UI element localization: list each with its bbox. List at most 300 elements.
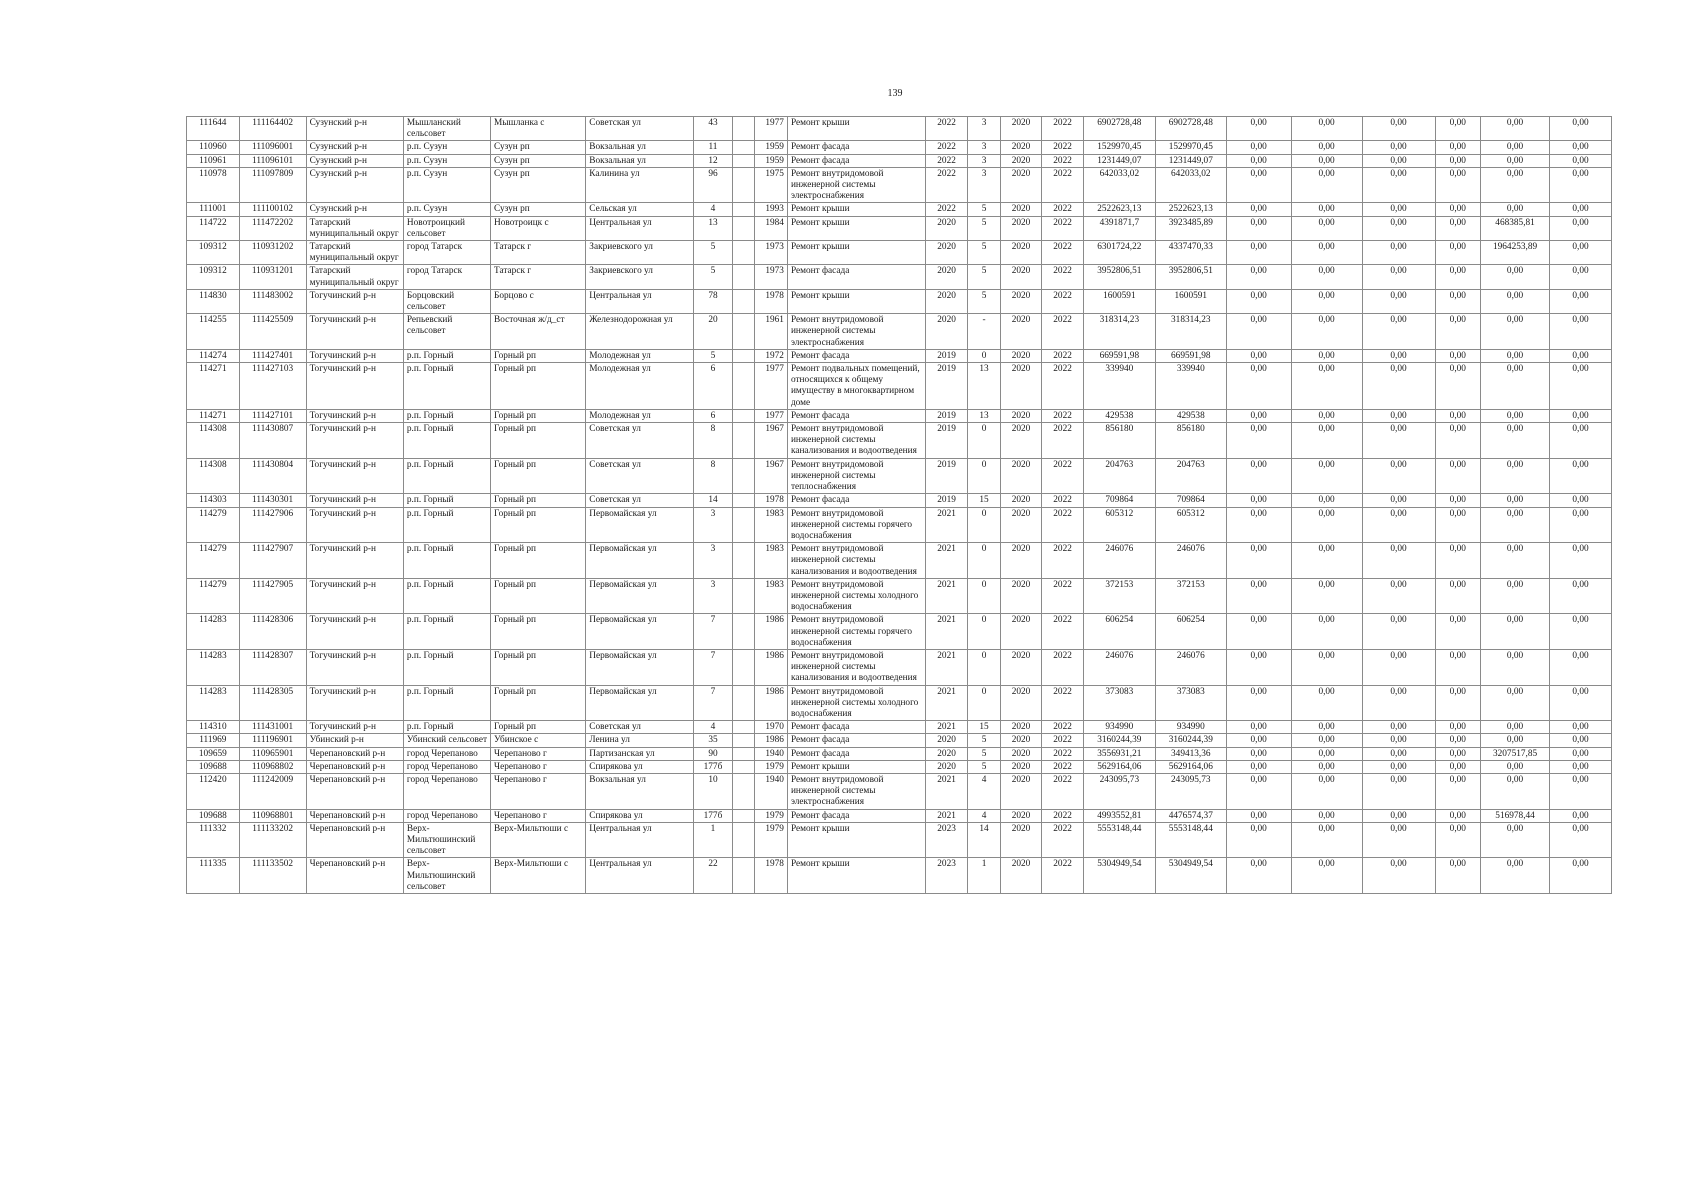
- cell-work-type: Ремонт фасада: [787, 265, 925, 289]
- cell-building: [733, 543, 754, 579]
- cell-col-17: 0,00: [1226, 167, 1291, 203]
- cell-settlement: Горный рп: [491, 507, 586, 543]
- cell-total-cost: 669591,98: [1083, 349, 1155, 362]
- cell-house-number: 3: [693, 543, 733, 579]
- cell-work-type: Ремонт фасада: [787, 494, 925, 507]
- cell-house-id: 114283: [187, 685, 240, 721]
- cell-col-19: 0,00: [1362, 578, 1435, 614]
- table-row: [187, 822, 1612, 858]
- cell-work-type: Ремонт фасада: [787, 349, 925, 362]
- cell-col-20: 0,00: [1435, 858, 1481, 894]
- cell-col-22: 0,00: [1550, 349, 1612, 362]
- cell-col-18: 0,00: [1291, 734, 1362, 747]
- cell-col-19: 0,00: [1362, 458, 1435, 494]
- cell-object-id: 111430804: [239, 458, 306, 494]
- cell-col-21: 0,00: [1481, 423, 1550, 459]
- cell-col-17: 0,00: [1226, 614, 1291, 650]
- cell-col-17: 0,00: [1226, 494, 1291, 507]
- cell-house-number: 7: [693, 614, 733, 650]
- cell-col-17: 0,00: [1226, 507, 1291, 543]
- cell-work-type: Ремонт крыши: [787, 822, 925, 858]
- table-row: [187, 809, 1612, 822]
- cell-col-21: 1964253,89: [1481, 241, 1550, 265]
- cell-plan-year: 2019: [925, 363, 968, 410]
- cell-district: Тогучинский р-н: [306, 685, 403, 721]
- cell-street: Закриевского ул: [586, 265, 693, 289]
- cell-work-type: Ремонт внутридомовой инженерной системы канализования и водоотведения: [787, 649, 925, 685]
- cell-object-id: 111242009: [239, 773, 306, 809]
- cell-total-cost: 339940: [1083, 363, 1155, 410]
- cell-total-cost: 3160244,39: [1083, 734, 1155, 747]
- cell-house-number: 4: [693, 203, 733, 216]
- cell-municipality: р.п. Горный: [403, 423, 490, 459]
- cell-col-19: 0,00: [1362, 167, 1435, 203]
- cell-col-17: 0,00: [1226, 423, 1291, 459]
- cell-fund-cost: 5629164,06: [1155, 760, 1226, 773]
- cell-col-19: 0,00: [1362, 349, 1435, 362]
- cell-house-number: 4: [693, 721, 733, 734]
- cell-total-cost: 934990: [1083, 721, 1155, 734]
- cell-house-number: 13: [693, 216, 733, 240]
- cell-street: Центральная ул: [586, 216, 693, 240]
- cell-col-18: 0,00: [1291, 216, 1362, 240]
- cell-end-year: 2022: [1042, 685, 1084, 721]
- cell-house-number: 7: [693, 649, 733, 685]
- cell-end-year: 2022: [1042, 167, 1084, 203]
- cell-col-21: 0,00: [1481, 494, 1550, 507]
- cell-total-cost: 1529970,45: [1083, 141, 1155, 154]
- cell-col-20: 0,00: [1435, 141, 1481, 154]
- cell-year-built: 1973: [754, 265, 787, 289]
- cell-house-id: 109688: [187, 809, 240, 822]
- cell-street: Первомайская ул: [586, 507, 693, 543]
- cell-col-19: 0,00: [1362, 423, 1435, 459]
- cell-settlement: Новотроицк с: [491, 216, 586, 240]
- cell-plan-year: 2022: [925, 167, 968, 203]
- cell-building: [733, 349, 754, 362]
- cell-plan-year: 2021: [925, 721, 968, 734]
- cell-street: Ленина ул: [586, 734, 693, 747]
- cell-municipality: Убинский сельсовет: [403, 734, 490, 747]
- cell-fund-cost: 642033,02: [1155, 167, 1226, 203]
- cell-municipality: город Черепаново: [403, 760, 490, 773]
- cell-start-year: 2020: [1000, 216, 1042, 240]
- cell-work-type: Ремонт фасада: [787, 154, 925, 167]
- cell-floors: 14: [968, 822, 1000, 858]
- cell-total-cost: 5629164,06: [1083, 760, 1155, 773]
- cell-floors: 1: [968, 858, 1000, 894]
- cell-col-21: 0,00: [1481, 773, 1550, 809]
- cell-house-id: 114283: [187, 614, 240, 650]
- cell-plan-year: 2020: [925, 241, 968, 265]
- cell-plan-year: 2019: [925, 494, 968, 507]
- cell-col-20: 0,00: [1435, 809, 1481, 822]
- cell-building: [733, 494, 754, 507]
- cell-district: Сузунский р-н: [306, 203, 403, 216]
- cell-fund-cost: 372153: [1155, 578, 1226, 614]
- cell-col-21: 0,00: [1481, 117, 1550, 141]
- cell-floors: 5: [968, 241, 1000, 265]
- cell-house-number: 6: [693, 363, 733, 410]
- cell-col-21: 0,00: [1481, 685, 1550, 721]
- cell-total-cost: 204763: [1083, 458, 1155, 494]
- cell-col-21: 516978,44: [1481, 809, 1550, 822]
- cell-col-19: 0,00: [1362, 494, 1435, 507]
- table-row: [187, 578, 1612, 614]
- cell-col-20: 0,00: [1435, 721, 1481, 734]
- cell-total-cost: 1600591: [1083, 289, 1155, 313]
- cell-end-year: 2022: [1042, 203, 1084, 216]
- cell-col-22: 0,00: [1550, 203, 1612, 216]
- cell-settlement: Горный рп: [491, 494, 586, 507]
- cell-fund-cost: 349413,36: [1155, 747, 1226, 760]
- cell-street: Молодежная ул: [586, 349, 693, 362]
- cell-col-17: 0,00: [1226, 747, 1291, 760]
- cell-floors: 3: [968, 117, 1000, 141]
- cell-col-19: 0,00: [1362, 265, 1435, 289]
- cell-start-year: 2020: [1000, 649, 1042, 685]
- cell-work-type: Ремонт внутридомовой инженерной системы холодного водоснабжения: [787, 685, 925, 721]
- cell-house-id: 114722: [187, 216, 240, 240]
- cell-fund-cost: 5304949,54: [1155, 858, 1226, 894]
- cell-year-built: 1970: [754, 721, 787, 734]
- cell-house-id: 111335: [187, 858, 240, 894]
- cell-floors: 0: [968, 543, 1000, 579]
- cell-end-year: 2022: [1042, 773, 1084, 809]
- cell-street: Закриевского ул: [586, 241, 693, 265]
- cell-house-id: 114255: [187, 314, 240, 350]
- cell-settlement: Горный рп: [491, 363, 586, 410]
- cell-street: Центральная ул: [586, 822, 693, 858]
- cell-building: [733, 649, 754, 685]
- cell-col-21: 0,00: [1481, 141, 1550, 154]
- cell-street: Молодежная ул: [586, 409, 693, 422]
- cell-col-21: 0,00: [1481, 314, 1550, 350]
- cell-start-year: 2020: [1000, 314, 1042, 350]
- table-row: [187, 154, 1612, 167]
- table-row: [187, 241, 1612, 265]
- cell-municipality: Новотроицкий сельсовет: [403, 216, 490, 240]
- cell-start-year: 2020: [1000, 721, 1042, 734]
- cell-col-17: 0,00: [1226, 349, 1291, 362]
- cell-house-number: 14: [693, 494, 733, 507]
- cell-municipality: р.п. Горный: [403, 578, 490, 614]
- cell-start-year: 2020: [1000, 349, 1042, 362]
- cell-fund-cost: 605312: [1155, 507, 1226, 543]
- table-row: [187, 265, 1612, 289]
- cell-col-18: 0,00: [1291, 747, 1362, 760]
- cell-house-id: 114279: [187, 543, 240, 579]
- cell-object-id: 111428307: [239, 649, 306, 685]
- cell-col-21: 0,00: [1481, 578, 1550, 614]
- cell-end-year: 2022: [1042, 858, 1084, 894]
- cell-end-year: 2022: [1042, 363, 1084, 410]
- cell-col-20: 0,00: [1435, 747, 1481, 760]
- cell-municipality: р.п. Сузун: [403, 167, 490, 203]
- cell-municipality: р.п. Горный: [403, 363, 490, 410]
- table-row: [187, 409, 1612, 422]
- cell-fund-cost: 709864: [1155, 494, 1226, 507]
- cell-col-21: 0,00: [1481, 265, 1550, 289]
- cell-total-cost: 3952806,51: [1083, 265, 1155, 289]
- table-row: [187, 760, 1612, 773]
- cell-start-year: 2020: [1000, 858, 1042, 894]
- cell-total-cost: 4993552,81: [1083, 809, 1155, 822]
- cell-district: Тогучинский р-н: [306, 649, 403, 685]
- cell-end-year: 2022: [1042, 423, 1084, 459]
- cell-total-cost: 5304949,54: [1083, 858, 1155, 894]
- capital-repair-table: [186, 116, 1612, 894]
- cell-col-18: 0,00: [1291, 721, 1362, 734]
- cell-building: [733, 409, 754, 422]
- cell-start-year: 2020: [1000, 773, 1042, 809]
- table-row: [187, 203, 1612, 216]
- cell-plan-year: 2020: [925, 314, 968, 350]
- cell-col-18: 0,00: [1291, 685, 1362, 721]
- cell-end-year: 2022: [1042, 649, 1084, 685]
- cell-plan-year: 2020: [925, 265, 968, 289]
- cell-col-22: 0,00: [1550, 458, 1612, 494]
- cell-house-number: 22: [693, 858, 733, 894]
- cell-end-year: 2022: [1042, 117, 1084, 141]
- cell-col-20: 0,00: [1435, 685, 1481, 721]
- cell-col-20: 0,00: [1435, 349, 1481, 362]
- cell-district: Татарский муниципальный округ: [306, 216, 403, 240]
- cell-total-cost: 318314,23: [1083, 314, 1155, 350]
- cell-end-year: 2022: [1042, 543, 1084, 579]
- cell-start-year: 2020: [1000, 154, 1042, 167]
- cell-start-year: 2020: [1000, 494, 1042, 507]
- cell-end-year: 2022: [1042, 747, 1084, 760]
- cell-total-cost: 6301724,22: [1083, 241, 1155, 265]
- cell-house-id: 109312: [187, 241, 240, 265]
- cell-district: Тогучинский р-н: [306, 423, 403, 459]
- cell-floors: 0: [968, 349, 1000, 362]
- cell-settlement: Черепаново г: [491, 809, 586, 822]
- cell-col-22: 0,00: [1550, 507, 1612, 543]
- cell-settlement: Горный рп: [491, 614, 586, 650]
- cell-floors: 5: [968, 203, 1000, 216]
- cell-object-id: 110931202: [239, 241, 306, 265]
- cell-municipality: р.п. Сузун: [403, 203, 490, 216]
- cell-object-id: 111164402: [239, 117, 306, 141]
- cell-end-year: 2022: [1042, 822, 1084, 858]
- cell-district: Тогучинский р-н: [306, 409, 403, 422]
- cell-work-type: Ремонт крыши: [787, 203, 925, 216]
- cell-district: Черепановский р-н: [306, 747, 403, 760]
- cell-col-18: 0,00: [1291, 809, 1362, 822]
- cell-col-20: 0,00: [1435, 216, 1481, 240]
- cell-building: [733, 578, 754, 614]
- cell-house-id: 114274: [187, 349, 240, 362]
- cell-house-number: 12: [693, 154, 733, 167]
- cell-col-18: 0,00: [1291, 349, 1362, 362]
- cell-total-cost: 4391871,7: [1083, 216, 1155, 240]
- cell-house-id: 111644: [187, 117, 240, 141]
- cell-col-17: 0,00: [1226, 154, 1291, 167]
- cell-settlement: Татарск г: [491, 241, 586, 265]
- cell-col-20: 0,00: [1435, 167, 1481, 203]
- cell-col-18: 0,00: [1291, 494, 1362, 507]
- table-row: [187, 773, 1612, 809]
- cell-object-id: 111428306: [239, 614, 306, 650]
- cell-settlement: Верх-Мильтюши с: [491, 822, 586, 858]
- cell-work-type: Ремонт внутридомовой инженерной системы теплоснабжения: [787, 458, 925, 494]
- cell-col-20: 0,00: [1435, 289, 1481, 313]
- cell-year-built: 1986: [754, 734, 787, 747]
- cell-floors: 4: [968, 773, 1000, 809]
- cell-object-id: 111430301: [239, 494, 306, 507]
- table-row: [187, 685, 1612, 721]
- cell-end-year: 2022: [1042, 241, 1084, 265]
- cell-col-17: 0,00: [1226, 314, 1291, 350]
- cell-house-id: 110960: [187, 141, 240, 154]
- cell-start-year: 2020: [1000, 141, 1042, 154]
- cell-floors: 5: [968, 747, 1000, 760]
- cell-col-18: 0,00: [1291, 649, 1362, 685]
- cell-settlement: Борцово с: [491, 289, 586, 313]
- cell-col-22: 0,00: [1550, 265, 1612, 289]
- cell-settlement: Горный рп: [491, 409, 586, 422]
- cell-district: Тогучинский р-н: [306, 507, 403, 543]
- cell-municipality: р.п. Горный: [403, 614, 490, 650]
- cell-col-19: 0,00: [1362, 117, 1435, 141]
- cell-house-id: 114308: [187, 423, 240, 459]
- cell-col-18: 0,00: [1291, 265, 1362, 289]
- cell-fund-cost: 2522623,13: [1155, 203, 1226, 216]
- cell-house-id: 111969: [187, 734, 240, 747]
- cell-street: Центральная ул: [586, 289, 693, 313]
- cell-total-cost: 605312: [1083, 507, 1155, 543]
- cell-street: Советская ул: [586, 721, 693, 734]
- cell-col-22: 0,00: [1550, 649, 1612, 685]
- cell-floors: 15: [968, 721, 1000, 734]
- cell-col-19: 0,00: [1362, 747, 1435, 760]
- cell-col-18: 0,00: [1291, 822, 1362, 858]
- cell-street: Сельская ул: [586, 203, 693, 216]
- cell-year-built: 1967: [754, 458, 787, 494]
- cell-year-built: 1959: [754, 154, 787, 167]
- cell-fund-cost: 669591,98: [1155, 349, 1226, 362]
- cell-col-22: 0,00: [1550, 760, 1612, 773]
- cell-col-22: 0,00: [1550, 289, 1612, 313]
- cell-col-18: 0,00: [1291, 423, 1362, 459]
- cell-street: Молодежная ул: [586, 363, 693, 410]
- cell-settlement: Горный рп: [491, 423, 586, 459]
- cell-fund-cost: 373083: [1155, 685, 1226, 721]
- cell-total-cost: 372153: [1083, 578, 1155, 614]
- cell-building: [733, 167, 754, 203]
- cell-col-18: 0,00: [1291, 203, 1362, 216]
- cell-house-number: 96: [693, 167, 733, 203]
- table-row: [187, 721, 1612, 734]
- cell-plan-year: 2021: [925, 809, 968, 822]
- cell-col-19: 0,00: [1362, 216, 1435, 240]
- cell-start-year: 2020: [1000, 747, 1042, 760]
- cell-work-type: Ремонт фасада: [787, 747, 925, 760]
- cell-district: Тогучинский р-н: [306, 721, 403, 734]
- cell-district: Тогучинский р-н: [306, 543, 403, 579]
- cell-col-21: 0,00: [1481, 289, 1550, 313]
- cell-col-22: 0,00: [1550, 734, 1612, 747]
- cell-house-number: 5: [693, 349, 733, 362]
- cell-floors: 0: [968, 507, 1000, 543]
- cell-col-17: 0,00: [1226, 734, 1291, 747]
- cell-plan-year: 2019: [925, 349, 968, 362]
- cell-house-number: 177б: [693, 760, 733, 773]
- cell-col-22: 0,00: [1550, 822, 1612, 858]
- cell-work-type: Ремонт фасада: [787, 141, 925, 154]
- table-row: [187, 167, 1612, 203]
- cell-district: Черепановский р-н: [306, 858, 403, 894]
- cell-house-number: 8: [693, 423, 733, 459]
- cell-plan-year: 2021: [925, 773, 968, 809]
- cell-object-id: 110965901: [239, 747, 306, 760]
- cell-house-number: 7: [693, 685, 733, 721]
- cell-work-type: Ремонт крыши: [787, 241, 925, 265]
- cell-building: [733, 203, 754, 216]
- cell-house-number: 5: [693, 265, 733, 289]
- cell-building: [733, 858, 754, 894]
- cell-year-built: 1984: [754, 216, 787, 240]
- cell-plan-year: 2020: [925, 289, 968, 313]
- cell-start-year: 2020: [1000, 265, 1042, 289]
- cell-col-20: 0,00: [1435, 409, 1481, 422]
- cell-house-number: 8: [693, 458, 733, 494]
- cell-plan-year: 2020: [925, 760, 968, 773]
- cell-object-id: 110931201: [239, 265, 306, 289]
- cell-fund-cost: 4476574,37: [1155, 809, 1226, 822]
- cell-object-id: 111097809: [239, 167, 306, 203]
- cell-plan-year: 2021: [925, 578, 968, 614]
- cell-settlement: Татарск г: [491, 265, 586, 289]
- cell-building: [733, 314, 754, 350]
- cell-work-type: Ремонт подвальных помещений, относящихся к общему имуществу в многоквартирном доме: [787, 363, 925, 410]
- cell-object-id: 111427401: [239, 349, 306, 362]
- cell-col-17: 0,00: [1226, 241, 1291, 265]
- cell-street: Партизанская ул: [586, 747, 693, 760]
- cell-total-cost: 1231449,07: [1083, 154, 1155, 167]
- cell-total-cost: 246076: [1083, 649, 1155, 685]
- table-row: [187, 216, 1612, 240]
- cell-col-18: 0,00: [1291, 289, 1362, 313]
- cell-house-id: 114310: [187, 721, 240, 734]
- cell-col-19: 0,00: [1362, 734, 1435, 747]
- cell-street: Спирякова ул: [586, 760, 693, 773]
- cell-total-cost: 429538: [1083, 409, 1155, 422]
- cell-col-17: 0,00: [1226, 649, 1291, 685]
- cell-col-17: 0,00: [1226, 760, 1291, 773]
- cell-district: Тогучинский р-н: [306, 494, 403, 507]
- cell-municipality: р.п. Горный: [403, 409, 490, 422]
- cell-col-21: 0,00: [1481, 721, 1550, 734]
- cell-col-17: 0,00: [1226, 543, 1291, 579]
- cell-building: [733, 216, 754, 240]
- cell-district: Сузунский р-н: [306, 154, 403, 167]
- cell-settlement: Горный рп: [491, 685, 586, 721]
- cell-col-17: 0,00: [1226, 458, 1291, 494]
- cell-district: Тогучинский р-н: [306, 578, 403, 614]
- cell-object-id: 111427906: [239, 507, 306, 543]
- cell-start-year: 2020: [1000, 363, 1042, 410]
- cell-work-type: Ремонт крыши: [787, 858, 925, 894]
- cell-col-18: 0,00: [1291, 458, 1362, 494]
- cell-start-year: 2020: [1000, 578, 1042, 614]
- cell-settlement: Черепаново г: [491, 773, 586, 809]
- cell-col-21: 0,00: [1481, 822, 1550, 858]
- cell-plan-year: 2022: [925, 141, 968, 154]
- cell-fund-cost: 1529970,45: [1155, 141, 1226, 154]
